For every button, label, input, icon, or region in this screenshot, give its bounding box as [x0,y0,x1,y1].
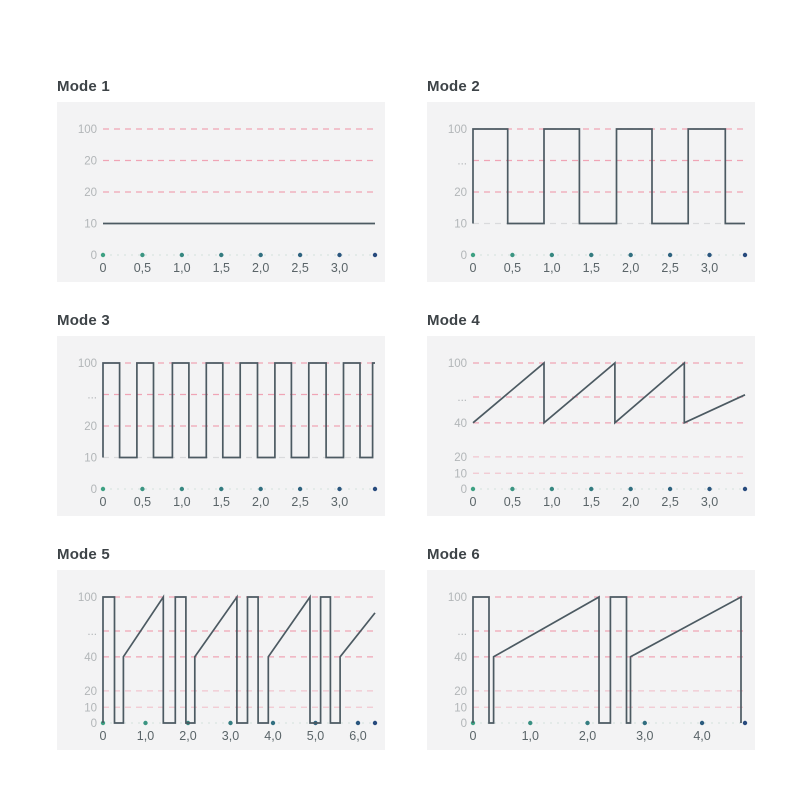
chart-grid [57,78,800,750]
axis-dot [258,253,262,257]
y-tick-label: ... [457,392,467,405]
y-tick-label: 0 [90,250,97,262]
axis-dot [101,253,105,257]
y-tick-label: ... [457,626,467,639]
mode-1-panel [57,102,385,282]
axis-dot [589,253,593,257]
x-tick-label: 6,0 [349,729,367,743]
axis-dot [743,721,747,725]
x-tick-label: 1,5 [212,495,230,509]
axis-dot [628,487,632,491]
x-tick-label: 3,0 [221,729,240,743]
axis-dot [668,253,672,257]
waveform-line [473,129,745,224]
mode-3-section [57,312,385,516]
x-tick-label: 1,0 [173,495,191,509]
axis-dot [471,487,475,491]
axis-dot [140,253,144,257]
y-tick-label: ... [87,389,97,402]
axis-dot [140,487,144,491]
x-tick-label: 0,5 [503,495,522,509]
axis-dot [258,487,262,491]
chart-title-mode-5: Mode 5 [57,546,110,563]
mode-5-panel [57,570,385,750]
axis-dot [298,487,302,491]
chart-title-mode-2: Mode 2 [427,78,480,95]
waveform-line [473,597,741,723]
mode-6-section [427,546,755,750]
axis-dot [101,487,105,491]
axis-dot [643,721,647,725]
x-tick-label: 3,0 [700,261,719,275]
y-tick-label: 20 [454,685,467,698]
axis-dot [510,253,514,257]
x-tick-label: 2,0 [179,729,197,743]
y-tick-label: 20 [84,421,97,433]
x-tick-label: 1,5 [582,261,600,275]
y-tick-label: 10 [84,702,97,715]
mode-1-section [57,78,385,282]
x-tick-label: 1,0 [521,729,539,743]
y-tick-label: 100 [447,358,467,370]
mode-4-chart [427,336,755,516]
x-tick-label: 2,0 [578,729,597,743]
x-tick-label: 2,0 [251,495,270,509]
x-tick-label: 0,5 [503,261,522,275]
x-tick-label: 0,5 [133,495,152,509]
axis-dot [271,721,275,725]
axis-dot [589,487,593,491]
mode-6-panel [427,570,755,750]
mode-6-chart [427,570,755,750]
x-tick-label: 2,5 [291,495,309,509]
x-tick-label: 2,0 [621,261,640,275]
x-tick-label: 3,0 [330,261,349,275]
chart-title-mode-4: Mode 4 [427,312,480,329]
x-tick-label: 1,0 [543,495,561,509]
x-tick-label: 2,5 [661,261,679,275]
y-tick-label: 100 [77,358,97,370]
mode-2-section [427,78,755,282]
axis-dot [528,721,532,725]
x-tick-label: 1,5 [582,495,600,509]
x-tick-label: 3,0 [330,495,349,509]
x-tick-label: 3,0 [700,495,719,509]
y-tick-label: 20 [454,187,467,199]
y-tick-label: 10 [454,468,467,481]
x-tick-label: 0 [469,261,477,275]
chart-title-mode-3: Mode 3 [57,312,110,329]
axis-dot [219,487,223,491]
y-tick-label: 20 [84,685,97,698]
y-tick-label: 20 [84,187,97,199]
mode-2-panel [427,102,755,282]
x-tick-label: 0 [469,495,477,509]
y-tick-label: 0 [460,718,467,730]
mode-3-panel [57,336,385,516]
x-tick-label: 1,5 [212,261,230,275]
y-tick-label: 100 [77,124,97,136]
axis-dot [743,253,747,257]
y-tick-label: 0 [90,718,97,730]
y-tick-label: 10 [84,218,97,231]
x-tick-label: 0 [99,261,107,275]
axis-dot [180,487,184,491]
y-tick-label: 0 [460,484,467,496]
axis-dot [337,487,341,491]
x-tick-label: 1,0 [136,729,155,743]
axis-dot [356,721,360,725]
axis-dot [550,487,554,491]
x-tick-label: 3,0 [636,729,654,743]
axis-dot [743,487,747,491]
y-tick-label: 40 [454,651,467,664]
axis-dot [373,721,377,725]
y-tick-label: 40 [84,651,97,664]
x-tick-label: 0 [99,495,107,509]
axis-dot [228,721,232,725]
chart-title-mode-1: Mode 1 [57,78,110,95]
y-tick-label: 10 [454,218,467,231]
axis-dot [180,253,184,257]
y-tick-label: 10 [454,702,467,715]
mode-2-chart [427,102,755,282]
x-tick-label: 4,0 [693,729,711,743]
x-tick-label: 2,0 [251,261,270,275]
y-tick-label: 100 [447,124,467,136]
axis-dot [707,253,711,257]
axis-dot [298,253,302,257]
axis-dot [471,253,475,257]
waveform-line [103,363,375,458]
x-tick-label: 5,0 [306,729,325,743]
x-tick-label: 1,0 [543,261,561,275]
x-tick-label: 0 [469,729,477,743]
y-tick-label: 40 [454,417,467,430]
y-tick-label: 20 [454,451,467,464]
axis-dot [510,487,514,491]
mode-5-chart [57,570,385,750]
axis-dot [700,721,704,725]
y-tick-label: 10 [84,452,97,465]
y-tick-label: 0 [460,250,467,262]
y-tick-label: 100 [77,592,97,604]
mode-4-section [427,312,755,516]
x-tick-label: 1,0 [173,261,191,275]
mode-3-chart [57,336,385,516]
axis-dot [550,253,554,257]
x-tick-label: 2,0 [621,495,640,509]
axis-dot [373,487,377,491]
y-tick-label: 100 [447,592,467,604]
mode-5-section [57,546,385,750]
axis-dot [373,253,377,257]
y-tick-label: 0 [90,484,97,496]
x-tick-label: 2,5 [291,261,309,275]
axis-dot [337,253,341,257]
axis-dot [628,253,632,257]
x-tick-label: 2,5 [661,495,679,509]
y-tick-label: ... [457,155,467,168]
axis-dot [585,721,589,725]
waveform-line [103,597,375,723]
axis-dot [143,721,147,725]
x-tick-label: 0 [99,729,107,743]
y-tick-label: ... [87,626,97,639]
mode-4-panel [427,336,755,516]
waveform-line [473,363,745,423]
chart-title-mode-6: Mode 6 [427,546,480,563]
axis-dot [219,253,223,257]
x-tick-label: 0,5 [133,261,152,275]
y-tick-label: 20 [84,155,97,168]
mode-1-chart [57,102,385,282]
axis-dot [668,487,672,491]
axis-dot [707,487,711,491]
x-tick-label: 4,0 [264,729,282,743]
